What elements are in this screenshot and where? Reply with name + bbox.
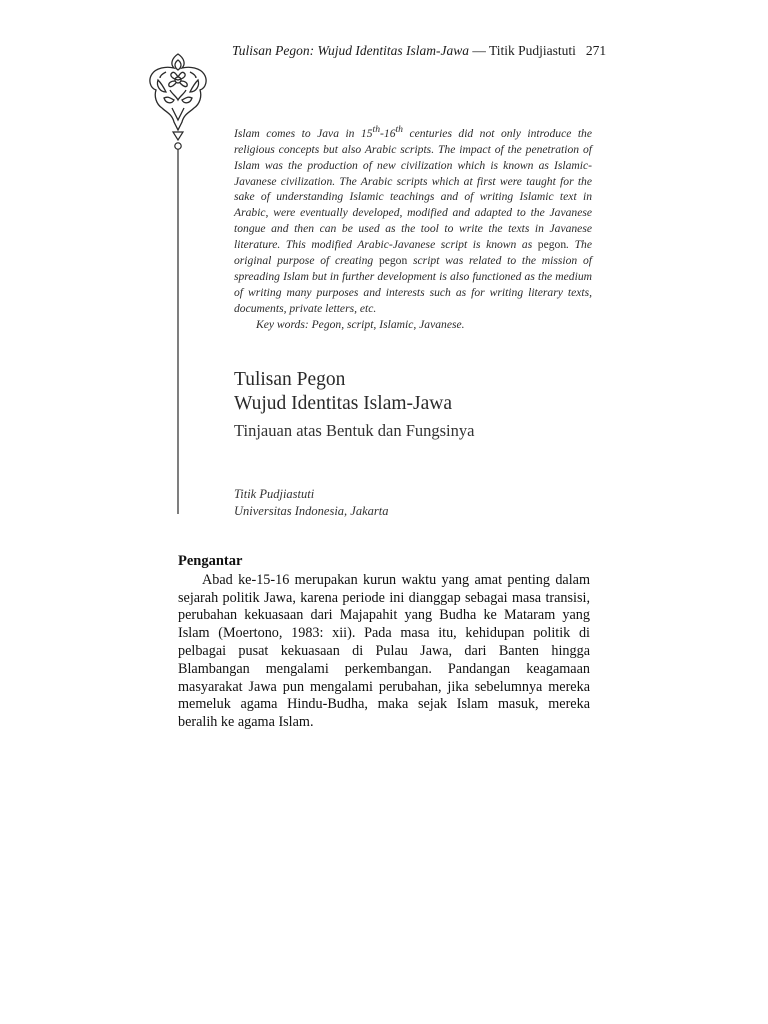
superscript: th — [372, 124, 381, 135]
author-affiliation: Universitas Indonesia, Jakarta — [234, 504, 389, 518]
floral-arabesque-icon — [144, 50, 212, 520]
section-pengantar — [178, 553, 590, 732]
running-head-author: Titik Pudjiastuti — [489, 43, 576, 58]
term-pegon: pegon — [537, 238, 567, 252]
page-number: 271 — [585, 43, 607, 58]
abstract-text: script was related to the mission of spreading Islam but in further development is also functioned as the medium of writing many purposes and interests such as for writing literary texts, documents, private letters, etc. — [234, 254, 592, 315]
abstract-text: Islam comes to Java in 15 — [234, 126, 373, 140]
keywords: Key words: Pegon, script, Islamic, Javanese. — [256, 317, 465, 331]
abstract-text: centuries did not only introduce the religious concepts but also Arabic scripts. The impact of the penetration of Islam was the production of new civilization which is known as Islamic-Javanese civilization. The Arabic scripts which at first were taught for the sake of understanding Islamic teachings and of writing Islamic text in Arabic, were eventually developed, modified and adapted to the Javanese tongue and then can be used as the tool to write the texts in Javanese literature. This modified Arabic-Javanese script is known as — [234, 126, 592, 252]
article-title-line1: Tulisan Pegon — [234, 369, 346, 390]
article-subtitle: Tinjauan atas Bentuk dan Fungsinya — [234, 421, 475, 440]
abstract-paragraph — [234, 122, 592, 317]
section-heading: Pengantar — [178, 553, 243, 569]
abstract-text: -16 — [380, 126, 396, 140]
term-pegon: pegon — [378, 254, 408, 268]
author-block — [234, 486, 594, 520]
section-paragraph: Abad ke-15-16 merupakan kurun waktu yang amat penting dalam sejarah politik Jawa, karena periode ini dianggap sebagai masa transisi, perubahan kekuasaan dari Majapahit yang Budha ke Mataram yang Islam (Moertono, 1983: xii). Pada masa itu, kehidupan politik di pelbagai pusat kekuasaan di Pulau Jawa, dari Banten hingga Blambangan mengalami perkembangan. Pandangan keagamaan masyarakat Jawa pun mengalami perubahan, jika sebelumnya mereka memeluk agama Hindu-Budha, maka sejak Islam masuk, mereka beralih ke agama Islam. — [178, 571, 590, 731]
article-title-block — [234, 368, 594, 442]
abstract — [234, 122, 592, 333]
running-head — [232, 43, 607, 59]
running-head-separator: — — [469, 43, 490, 58]
abstract-text: . The original purpose of creating — [234, 238, 592, 268]
running-head-title: Tulisan Pegon: Wujud Identitas Islam-Jawa — [232, 43, 469, 58]
superscript: th — [395, 124, 404, 135]
article-title-line2: Wujud Identitas Islam-Jawa — [234, 393, 452, 414]
author-name: Titik Pudjiastuti — [234, 487, 315, 501]
